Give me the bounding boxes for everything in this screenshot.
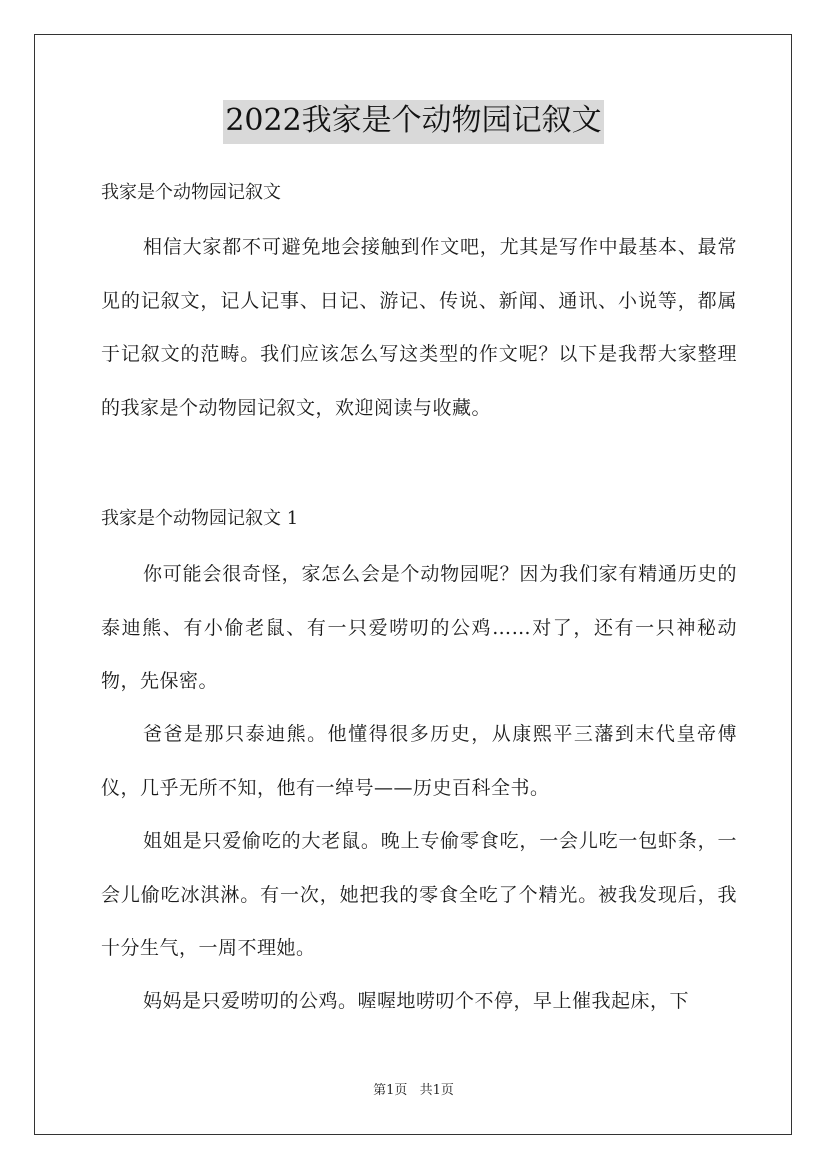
document-title-text: 2022我家是个动物园记叙文	[223, 100, 603, 144]
intro-heading: 我家是个动物园记叙文	[101, 182, 281, 203]
page-footer	[0, 1082, 827, 1100]
document-title	[0, 100, 827, 144]
body-paragraph: 姐姐是只爱偷吃的大老鼠。晚上专偷零食吃，一会儿吃一包虾条，一会儿偷吃冰淇淋。有一次，她把我的零食全吃了个精光。被我发现后，我十分生气，一周不理她。	[101, 830, 737, 959]
body-paragraph: 爸爸是那只泰迪熊。他懂得很多历史，从康熙平三藩到末代皇帝傅仪，几乎无所不知，他有一绰号——历史百科全书。	[101, 723, 737, 799]
body-paragraph: 你可能会很奇怪，家怎么会是个动物园呢？因为我们家有精通历史的泰迪熊、有小偷老鼠、有一只爱唠叨的公鸡……对了，还有一只神秘动物，先保密。	[101, 563, 737, 692]
intro-paragraph: 相信大家都不可避免地会接触到作文吧，尤其是写作中最基本、最常见的记叙文，记人记事、日记、游记、传说、新闻、通讯、小说等，都属于记叙文的范畴。我们应该怎么写这类型的作文呢？以下是我帮大家整理的我家是个动物园记叙文，欢迎阅读与收藏。	[101, 236, 737, 419]
body-paragraph: 妈妈是只爱唠叨的公鸡。喔喔地唠叨个不停，早上催我起床，下	[143, 990, 690, 1012]
page-number: 第1页	[373, 1083, 408, 1098]
page-total: 共1页	[419, 1083, 454, 1098]
section-heading: 我家是个动物园记叙文 1	[101, 508, 299, 529]
